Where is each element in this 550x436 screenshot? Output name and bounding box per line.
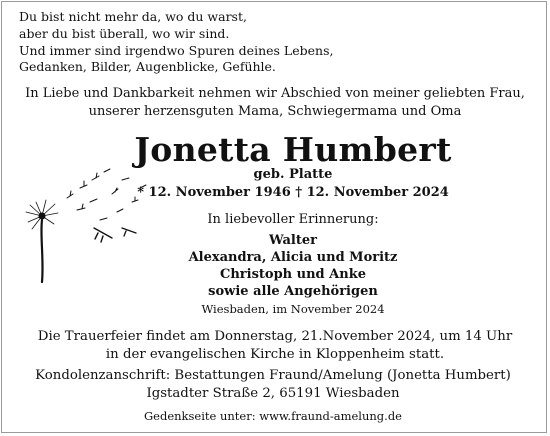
deceased-name: Jonetta Humbert xyxy=(134,130,452,169)
birth-name: geb. Platte xyxy=(253,167,333,182)
poem-line: Und immer sind irgendwo Spuren deines Lebens, xyxy=(19,42,334,58)
life-dates: * 12. November 1946 † 12. November 2024 xyxy=(137,185,449,200)
family-member: sowie alle Angehörigen xyxy=(208,284,378,299)
poem-line: aber du bist überall, wo wir sind. xyxy=(19,25,230,41)
intro-text xyxy=(0,85,550,121)
poem xyxy=(19,9,333,76)
poem-line: Gedanken, Bilder, Augenblicke, Gefühle. xyxy=(19,59,276,75)
intro-line-2: unserer herzensguten Mama, Schwiegermama und Oma xyxy=(88,104,462,119)
intro-line-1: In Liebe und Dankbarkeit nehmen wir Abschied von meiner geliebten Frau, xyxy=(25,86,525,101)
condolence-line-1: Kondolenzanschrift: Bestattungen Fraund/Amelung (Jonetta Humbert) xyxy=(35,368,511,383)
family-member: Walter xyxy=(269,233,317,248)
service-line-2: in der evangelischen Kirche in Kloppenheim statt. xyxy=(105,347,445,362)
service-line-1: Die Trauerfeier findet am Donnerstag, 21.November 2024, um 14 Uhr xyxy=(37,329,513,344)
family-member: Alexandra, Alicia und Moritz xyxy=(188,250,398,265)
condolence-address xyxy=(0,367,548,403)
memorial-page-link[interactable]: Gedenkseite unter: www.fraund-amelung.de xyxy=(143,409,402,423)
place-date: Wiesbaden, im November 2024 xyxy=(201,302,385,316)
condolence-line-2: Igstadter Straße 2, 65191 Wiesbaden xyxy=(146,386,400,401)
poem-line: Du bist nicht mehr da, wo du warst, xyxy=(19,9,247,24)
service-info xyxy=(0,328,550,364)
family-list xyxy=(18,232,550,300)
family-member: Christoph und Anke xyxy=(220,267,366,282)
memory-heading: In liebevoller Erinnerung: xyxy=(207,212,379,227)
